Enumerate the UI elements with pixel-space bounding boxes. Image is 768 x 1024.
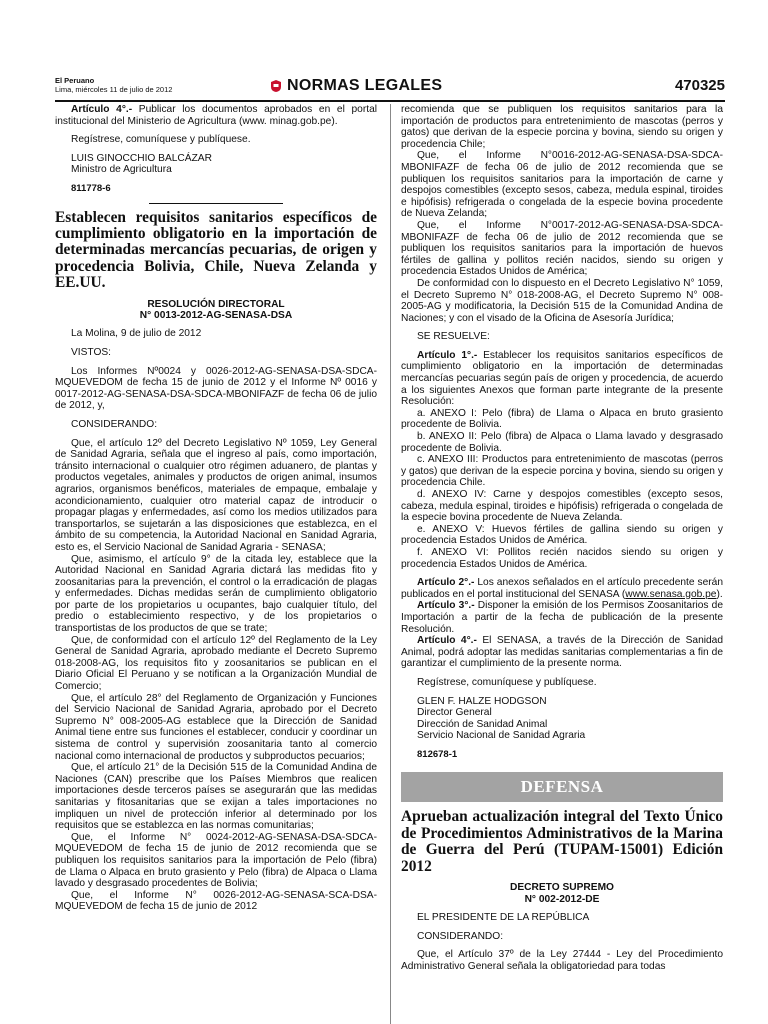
body-paragraph: De conformidad con lo dispuesto en el Decreto Legislativo N° 1059, el Decreto Supremo N° 018-2008-AG, el Decreto Supremo N° 008-2005-AG y modificatoria, la Decisión 515 de la Comunidad Andina de Naciones; y con el visado de la Oficina de Asesoría Jurídica;	[401, 277, 723, 324]
page-header	[55, 76, 725, 102]
body-paragraph: Que, el Informe N° 0026-2012-AG-SENASA-SCA-DSA-MQUEVEDOM de fecha 15 de junio de 2012	[55, 889, 377, 913]
signer-title: Servicio Nacional de Sanidad Agraria	[417, 730, 586, 742]
article-text: Establecer los requisitos sanitarios específicos de cumplimiento obligatorio en la importación de determinadas mercancías pecuarias según país de origen y procedencia, de acuerdo a los siguientes Anexos que forman parte integrante de la presente Resolución:	[401, 349, 723, 408]
vistos-heading: VISTOS:	[71, 347, 112, 358]
separator-line	[149, 203, 283, 204]
closing-formula: Regístrese, comuníquese y publíquese.	[417, 676, 597, 688]
article-text: Disponer la emisión de los Permisos Zoosanitarios de Importación a partir de la fecha de publicación de la presente Resolución.	[401, 600, 724, 635]
body-paragraph: Que, el Artículo 37º de la Ley 27444 - Ley del Procedimiento Administrativo General señala la obligatoriedad para todas	[401, 949, 723, 972]
article-4-paragraph	[401, 635, 723, 670]
shield-logo-icon	[269, 79, 283, 93]
article-label: Artículo 1°.-	[417, 349, 478, 361]
article-text: Publicar los documentos aprobados en el portal institucional del Ministerio de Agricultura (www. minag.gob.pe).	[55, 104, 377, 127]
body-paragraph: Que, asimismo, el artículo 9° de la citada ley, establece que la Autoridad Nacional en Sanidad Agraria dictará las medidas fito y zoosanitarias para la prevención, el control o la erradicación de plagas y enfermedades. Dichas medidas serán de cumplimiento obligatorio por parte de los propietarios u ocupantes, bajo cualquier título, del predio o establecimiento respectivo, y de los propietarios o transportistas de los productos de que se trate;	[55, 553, 377, 635]
body-paragraph: Que, el Informe N°0017-2012-AG-SENASA-DSA-SDCA-MBONIFAZF de fecha 06 de julio de 2012 recomienda que se publiquen los requisitos sanitarios para la importación de huevos fértiles de gallina y pollitos recién nacidos, siendo su origen y procedencia Estados Unidos de América;	[401, 219, 723, 278]
article-4-paragraph	[55, 104, 377, 127]
article-label: Artículo 2°.-	[417, 577, 475, 589]
body-paragraph: Que, el artículo 21° de la Decisión 515 de la Comunidad Andina de Naciones (CAN) prescribe que los Países Miembros que realicen importaciones desde terceros países se asegurarán que las medidas sanitarias y fitosanitarias que se exijan a tales importaciones no impliquen un nivel de protección inferior al determinado por los requisitos que se establezca en las normas comunitarias;	[55, 762, 377, 832]
page-number: 470325	[674, 77, 725, 94]
president-heading: EL PRESIDENTE DE LA REPÚBLICA	[417, 911, 590, 923]
article-1-paragraph	[401, 350, 723, 408]
article-3-paragraph	[401, 600, 723, 635]
signer-title: Ministro de Agricultura	[71, 164, 172, 176]
decree-number: N° 002-2012-DE	[524, 893, 600, 905]
signer-title: Dirección de Sanidad Animal	[417, 718, 548, 730]
publication-date: Lima, miércoles 11 de julio de 2012	[55, 85, 173, 94]
article-text: Los anexos señalados en el artículo precedente serán publicados en el portal institucional del SENASA (	[401, 577, 723, 600]
article-text: El SENASA, a través de la Dirección de Sanidad Animal, podrá adoptar las medidas sanitarias complementarias a fin de garantizar el cumplimiento de la presente norma.	[401, 635, 724, 670]
left-column	[55, 104, 377, 913]
decree-heading: DECRETO SUPREMO	[510, 882, 614, 894]
signer-name: GLEN F. HALZE HODGSON	[417, 695, 547, 707]
body-paragraph: Que, el artículo 12º del Decreto Legislativo Nº 1059, Ley General de Sanidad Agraria, señala que el ingreso al país, como importación, tránsito internacional o cualquier otro régimen aduanero, de plantas y productos vegetales, animales y productos de origen animal, insumos agrarios, organismos benéficos, materiales de empaque, embalaje y acondicionamiento, cualquier otro material capaz de introducir o propagar plagas y enfermedades, así como los medios utilizados para transportarlos, se sujetarán a las disposiciones que establezca, en el ámbito de su competencia, la Autoridad Nacional en Sanidad Agraria, esto es, el Servicio Nacional de Sanidad Agraria - SENASA;	[55, 437, 377, 553]
section-banner: DEFENSA	[401, 772, 723, 802]
body-paragraph: recomienda que se publiquen los requisitos sanitarios para la importación de productos para entretenimiento de mascotas (perros y gatos) que derivan de la especie porcina y bovina, siendo su origen y procedencia Chile;	[401, 104, 723, 150]
closing-formula: Regístrese, comuníquese y publíquese.	[71, 134, 251, 146]
headline: Establecen requisitos sanitarios específicos de cumplimiento obligatorio en la importación de determinadas mercancías pecuarias, de origen y procedencia Bolivia, Chile, Nueva Zelanda y EE.UU.	[55, 208, 377, 292]
annex-item: a. ANEXO I: Pelo (fibra) de Llama o Alpaca en bruto grasiento procedente de Bolivia.	[401, 407, 723, 431]
annex-item: c. ANEXO III: Productos para entretenimiento de mascotas (perros y gatos) que derivan de la especie porcina y bovina, siendo su origen y procedencia Chile.	[401, 454, 723, 489]
annex-item: b. ANEXO II: Pelo (fibra) de Alpaca o Llama lavado y desgrasado procedente de Bolivia.	[401, 431, 723, 454]
column-divider	[390, 104, 391, 1024]
publication-name: El Peruano	[55, 76, 95, 85]
senasa-link[interactable]: www.senasa.gob.pe	[625, 588, 717, 600]
section-name: NORMAS LEGALES	[287, 77, 443, 94]
vistos-paragraph: Los Informes Nº0024 y 0026-2012-AG-SENASA-DSA-SDCA-MQUEVEDOM de fecha 15 de junio de 2012 y el Informe Nº 0016 y 0017-2012-AG-SENASA-DSA-SDCA-MBONIFAZF de fecha 06 de julio de 2012, y,	[55, 365, 377, 412]
article-label: Artículo 3°.-	[417, 600, 475, 612]
article-text-end: ).	[716, 588, 723, 600]
article-label: Artículo 4°.-	[417, 635, 477, 647]
annex-item: e. ANEXO V: Huevos fértiles de gallina siendo su origen y procedencia Estados Unidos de América.	[401, 523, 723, 547]
headline: Aprueban actualización integral del Texto Único de Procedimientos Administrativos de la Marina de Guerra del Perú (TUPAM-15001) Edición 2012	[401, 808, 723, 875]
body-paragraph: Que, el Informe N°0016-2012-AG-SENASA-DSA-SDCA-MBONIFAZF de fecha 06 de julio de 2012 recomienda que se publiquen los requisitos sanitarios para la importación de carne y despojos comestibles (excepto sesos, cabeza, medula espinal, tiroides e hipófisis) refrigerada o congelada de la especie bovina procedente de Nueva Zelanda;	[401, 150, 723, 220]
se-resuelve-heading: SE RESUELVE:	[417, 331, 490, 343]
annex-item: f. ANEXO VI: Pollitos recién nacidos siendo su origen y procedencia Estados Unidos de América.	[401, 546, 723, 570]
resolution-number: N° 0013-2012-AG-SENASA-DSA	[139, 310, 293, 321]
article-label: Artículo 4°.-	[71, 104, 133, 115]
resolution-heading: RESOLUCIÓN DIRECTORAL	[147, 298, 285, 310]
document-code: 812678-1	[417, 748, 458, 760]
right-column	[401, 104, 723, 972]
document-code: 811778-6	[71, 182, 111, 194]
article-2-paragraph	[401, 577, 723, 600]
signer-name: LUIS GINOCCHIO BALCÁZAR	[71, 152, 212, 164]
place-date: La Molina, 9 de julio de 2012	[71, 328, 202, 340]
body-paragraph: Que, el Informe N° 0024-2012-AG-SENASA-DSA-SDCA-MQUEVEDOM de fecha 15 de junio de 2012 recomienda que se publiquen los requisitos sanitarios para la importación de Pelo (fibra) de Llama o Alpaca en bruto grasiento y Pelo (fibra) de Alpaca o Llama lavado y desgrasado procedentes de Bolivia;	[55, 831, 377, 890]
considerando-heading: CONSIDERANDO:	[417, 930, 504, 942]
signer-title: Director General	[417, 707, 492, 719]
body-paragraph: Que, de conformidad con el artículo 12º del Reglamento de la Ley General de Sanidad Agraria, aprobado mediante el Decreto Supremo 018-2008-AG, los requisitos fito y zoosanitarios se publican en el Diario Oficial El Peruano y se notifican a la Organización Mundial de Comercio;	[55, 634, 377, 693]
annex-item: d. ANEXO IV: Carne y despojos comestibles (excepto sesos, cabeza, medula espinal, tiroides e hipófisis) refrigerada o congelada de la especie bovina procedente de Nueva Zelanda.	[401, 489, 723, 524]
newspaper-page	[55, 76, 725, 972]
considerando-heading: CONSIDERANDO:	[71, 418, 158, 430]
body-paragraph: Que, el artículo 28° del Reglamento de Organización y Funciones del Servicio Nacional de Sanidad Agraria, aprobado por el Decreto Supremo N° 008-2005-AG establece que la Dirección de Sanidad Animal tiene entre sus funciones el establecer, conducir y coordinar un sistema de control y supervisión zoosanitaria tanto al comercio nacional como internacional de productos y subproductos pecuarios;	[55, 692, 377, 762]
